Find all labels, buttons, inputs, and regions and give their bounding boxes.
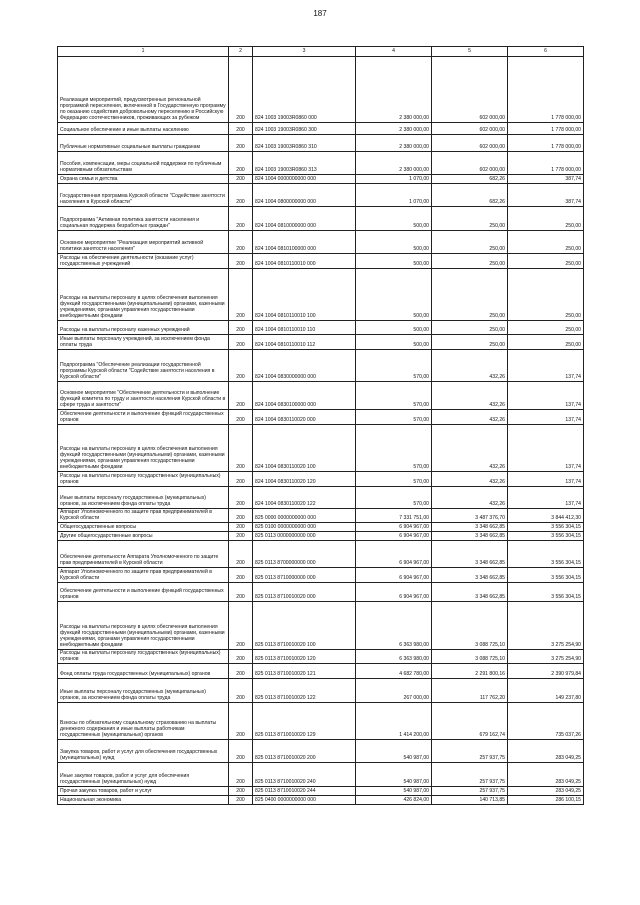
row-executed-amount-cell: 602 000,00 (432, 123, 508, 135)
row-unexecuted-amount-cell: 3 556 304,15 (508, 523, 584, 532)
row-executed-amount-cell: 250,00 (432, 321, 508, 335)
row-name-cell: Иные выплаты персоналу государственных (муниципальных) органов, за исключением фонда оплаты труда (58, 679, 229, 703)
row-classification-cell: 824 1004 0810110010 112 (253, 335, 356, 350)
row-unexecuted-amount-cell: 137,74 (508, 410, 584, 425)
row-name-cell: Государственная программа Курской области "Содействие занятости населения в Курской области" (58, 184, 229, 207)
row-approved-amount-cell: 570,00 (356, 382, 432, 410)
table-row (58, 532, 584, 541)
row-code-cell: 200 (229, 135, 253, 152)
row-code-cell: 200 (229, 472, 253, 487)
row-code-cell: 200 (229, 568, 253, 583)
row-unexecuted-amount-cell: 137,74 (508, 472, 584, 487)
table-row (58, 207, 584, 231)
row-classification-cell: 824 1003 19003R0860 310 (253, 135, 356, 152)
row-classification-cell: 825 0113 8710010020 121 (253, 664, 356, 679)
row-name-cell: Расходы на выплаты персоналу казенных учреждений (58, 321, 229, 335)
row-classification-cell: 824 1004 0000000000 000 (253, 175, 356, 184)
row-classification-cell: 825 0113 8710000000 000 (253, 568, 356, 583)
row-name-cell: Закупка товаров, работ и услуг для обеспечения государственных (муниципальных) нужд (58, 740, 229, 763)
table-row (58, 664, 584, 679)
row-code-cell: 200 (229, 787, 253, 796)
table-row (58, 175, 584, 184)
row-code-cell: 200 (229, 57, 253, 123)
row-code-cell: 200 (229, 532, 253, 541)
row-classification-cell: 825 0000 0000000000 000 (253, 509, 356, 523)
row-code-cell: 200 (229, 231, 253, 254)
row-name-cell: Взносы по обязательному социальному страхованию на выплаты денежного содержания и иные выплаты работникам государственных (муниципальных) органов (58, 703, 229, 740)
row-approved-amount-cell: 570,00 (356, 487, 432, 509)
row-executed-amount-cell: 432,26 (432, 472, 508, 487)
row-unexecuted-amount-cell: 3 556 304,15 (508, 568, 584, 583)
row-executed-amount-cell: 257 937,75 (432, 740, 508, 763)
table-row (58, 410, 584, 425)
row-classification-cell: 825 0113 0000000000 000 (253, 532, 356, 541)
table-row (58, 602, 584, 650)
row-classification-cell: 824 1003 19003R0860 300 (253, 123, 356, 135)
row-code-cell: 200 (229, 254, 253, 269)
row-code-cell: 200 (229, 523, 253, 532)
row-classification-cell: 824 1004 0810100000 000 (253, 231, 356, 254)
row-executed-amount-cell: 257 937,75 (432, 763, 508, 787)
row-classification-cell: 824 1004 0810110010 000 (253, 254, 356, 269)
row-approved-amount-cell: 570,00 (356, 410, 432, 425)
row-code-cell: 200 (229, 321, 253, 335)
row-classification-cell: 825 0113 8710010020 200 (253, 740, 356, 763)
row-unexecuted-amount-cell: 250,00 (508, 269, 584, 321)
row-classification-cell: 824 1004 0830100000 000 (253, 382, 356, 410)
row-approved-amount-cell: 1 070,00 (356, 184, 432, 207)
row-approved-amount-cell: 500,00 (356, 231, 432, 254)
row-executed-amount-cell: 682,26 (432, 184, 508, 207)
row-name-cell: Общегосударственные вопросы (58, 523, 229, 532)
row-unexecuted-amount-cell: 283 049,25 (508, 787, 584, 796)
row-name-cell: Иные закупки товаров, работ и услуг для обеспечения государственных (муниципальных) нужд (58, 763, 229, 787)
table-row (58, 254, 584, 269)
row-unexecuted-amount-cell: 137,74 (508, 350, 584, 382)
row-approved-amount-cell: 6 904 967,00 (356, 541, 432, 568)
row-executed-amount-cell: 679 162,74 (432, 703, 508, 740)
row-unexecuted-amount-cell: 250,00 (508, 254, 584, 269)
row-code-cell: 200 (229, 175, 253, 184)
row-classification-cell: 824 1004 0810000000 000 (253, 207, 356, 231)
row-approved-amount-cell: 2 380 000,00 (356, 152, 432, 175)
row-code-cell: 200 (229, 487, 253, 509)
row-approved-amount-cell: 2 380 000,00 (356, 57, 432, 123)
row-executed-amount-cell: 250,00 (432, 335, 508, 350)
row-code-cell: 200 (229, 703, 253, 740)
page-number: 187 (313, 9, 327, 18)
row-unexecuted-amount-cell: 3 556 304,15 (508, 532, 584, 541)
row-approved-amount-cell: 500,00 (356, 321, 432, 335)
row-code-cell: 200 (229, 664, 253, 679)
row-name-cell: Социальное обеспечение и иные выплаты населению (58, 123, 229, 135)
row-unexecuted-amount-cell: 137,74 (508, 487, 584, 509)
budget-execution-table (57, 46, 584, 805)
table-row (58, 135, 584, 152)
row-unexecuted-amount-cell: 250,00 (508, 231, 584, 254)
row-code-cell: 200 (229, 602, 253, 650)
table-row (58, 509, 584, 523)
row-executed-amount-cell: 250,00 (432, 231, 508, 254)
row-approved-amount-cell: 540 987,00 (356, 740, 432, 763)
row-unexecuted-amount-cell: 3 844 412,30 (508, 509, 584, 523)
row-executed-amount-cell: 3 088 725,10 (432, 602, 508, 650)
row-name-cell: Расходы на выплаты персоналу в целях обеспечения выполнения функций государственными (муниципальными) органами, казенными учреждениями, органами управления государственными внебюджетными фондами (58, 602, 229, 650)
row-executed-amount-cell: 250,00 (432, 254, 508, 269)
row-unexecuted-amount-cell: 735 037,26 (508, 703, 584, 740)
row-name-cell: Расходы на выплаты персоналу государственных (муниципальных) органов (58, 472, 229, 487)
row-unexecuted-amount-cell: 3 556 304,15 (508, 541, 584, 568)
row-executed-amount-cell: 602 000,00 (432, 152, 508, 175)
row-approved-amount-cell: 6 363 980,00 (356, 602, 432, 650)
row-name-cell: Расходы на выплаты персоналу государственных (муниципальных) органов (58, 650, 229, 664)
row-approved-amount-cell: 570,00 (356, 425, 432, 472)
row-executed-amount-cell: 432,26 (432, 410, 508, 425)
row-name-cell: Пособия, компенсации, меры социальной поддержки по публичным нормативным обязательствам (58, 152, 229, 175)
row-approved-amount-cell: 426 824,00 (356, 796, 432, 805)
row-name-cell: Расходы на выплаты персоналу в целях обеспечения выполнения функций государственными (муниципальными) органами, казенными учреждениями, органами управления государственными внебюджетными фондами (58, 425, 229, 472)
row-unexecuted-amount-cell: 250,00 (508, 207, 584, 231)
table-row (58, 57, 584, 123)
row-approved-amount-cell: 6 363 980,00 (356, 650, 432, 664)
row-approved-amount-cell: 2 380 000,00 (356, 123, 432, 135)
row-approved-amount-cell: 540 987,00 (356, 763, 432, 787)
row-name-cell: Иные выплаты персоналу учреждений, за исключением фонда оплаты труда (58, 335, 229, 350)
row-approved-amount-cell: 6 904 967,00 (356, 523, 432, 532)
row-name-cell: Публичные нормативные социальные выплаты гражданам (58, 135, 229, 152)
table-row (58, 335, 584, 350)
table-row (58, 796, 584, 805)
table-row (58, 231, 584, 254)
row-classification-cell: 824 1004 0830110020 120 (253, 472, 356, 487)
row-classification-cell: 825 0400 0000000000 000 (253, 796, 356, 805)
row-unexecuted-amount-cell: 250,00 (508, 321, 584, 335)
header-col-1: 1 (58, 47, 229, 57)
row-approved-amount-cell: 6 904 967,00 (356, 532, 432, 541)
row-unexecuted-amount-cell: 137,74 (508, 425, 584, 472)
row-code-cell: 200 (229, 679, 253, 703)
row-code-cell: 200 (229, 509, 253, 523)
row-executed-amount-cell: 432,26 (432, 382, 508, 410)
row-classification-cell: 824 1004 0810110010 110 (253, 321, 356, 335)
row-unexecuted-amount-cell: 387,74 (508, 184, 584, 207)
row-executed-amount-cell: 602 000,00 (432, 135, 508, 152)
row-approved-amount-cell: 570,00 (356, 472, 432, 487)
table-row (58, 184, 584, 207)
row-name-cell: Расходы на выплаты персоналу в целях обеспечения выполнения функций государственными (муниципальными) органами, казенными учреждениями, органами управления государственными внебюджетными фондами (58, 269, 229, 321)
row-unexecuted-amount-cell: 3 275 254,90 (508, 650, 584, 664)
row-name-cell: Аппарат Уполномоченного по защите прав предпринимателей в Курской области (58, 509, 229, 523)
row-unexecuted-amount-cell: 250,00 (508, 335, 584, 350)
row-unexecuted-amount-cell: 1 778 000,00 (508, 57, 584, 123)
row-code-cell: 200 (229, 425, 253, 472)
row-code-cell: 200 (229, 184, 253, 207)
row-code-cell: 200 (229, 152, 253, 175)
table-row (58, 541, 584, 568)
row-classification-cell: 824 1003 19003R0860 313 (253, 152, 356, 175)
row-name-cell: Подпрограмма "Обеспечение реализации государственной программы Курской области "Содействие занятости населения в Курской области" (58, 350, 229, 382)
row-approved-amount-cell: 1 070,00 (356, 175, 432, 184)
row-name-cell: Прочая закупка товаров, работ и услуг (58, 787, 229, 796)
table-row (58, 679, 584, 703)
row-classification-cell: 825 0100 0000000000 000 (253, 523, 356, 532)
row-classification-cell: 824 1004 0830110020 122 (253, 487, 356, 509)
table-row (58, 650, 584, 664)
row-name-cell: Расходы на обеспечение деятельности (оказание услуг) государственных учреждений (58, 254, 229, 269)
row-classification-cell: 824 1004 0830110020 000 (253, 410, 356, 425)
table-row (58, 568, 584, 583)
row-classification-cell: 824 1004 0810110010 100 (253, 269, 356, 321)
row-executed-amount-cell: 257 937,75 (432, 787, 508, 796)
row-approved-amount-cell: 570,00 (356, 350, 432, 382)
row-unexecuted-amount-cell: 3 275 254,90 (508, 602, 584, 650)
row-name-cell: Национальная экономика (58, 796, 229, 805)
row-executed-amount-cell: 682,26 (432, 175, 508, 184)
row-code-cell: 200 (229, 583, 253, 602)
row-executed-amount-cell: 140 713,85 (432, 796, 508, 805)
table-row (58, 382, 584, 410)
row-approved-amount-cell: 6 904 967,00 (356, 568, 432, 583)
row-unexecuted-amount-cell: 137,74 (508, 382, 584, 410)
table-row (58, 321, 584, 335)
row-name-cell: Реализация мероприятий, предусмотренных региональной программой переселения, включенной в Государственную программу по оказанию содействия добровольному переселению в Российскую Федерацию соотечественников, проживающих за рубежом (58, 57, 229, 123)
row-classification-cell: 825 0113 8710010020 100 (253, 602, 356, 650)
header-col-4: 4 (356, 47, 432, 57)
table-row (58, 703, 584, 740)
table-row (58, 123, 584, 135)
row-classification-cell: 825 0113 8700000000 000 (253, 541, 356, 568)
row-name-cell: Обеспечение деятельности и выполнение функций государственных органов (58, 583, 229, 602)
row-classification-cell: 825 0113 8710010020 244 (253, 787, 356, 796)
row-approved-amount-cell: 2 380 000,00 (356, 135, 432, 152)
table-row (58, 487, 584, 509)
row-classification-cell: 824 1003 19003R0860 000 (253, 57, 356, 123)
row-unexecuted-amount-cell: 387,74 (508, 175, 584, 184)
row-code-cell: 200 (229, 335, 253, 350)
row-name-cell: Обеспечение деятельности Аппарата Уполномоченного по защите прав предпринимателей в Курской области (58, 541, 229, 568)
row-name-cell: Основное мероприятие "Обеспечение деятельности и выполнение функций комитета по труду и занятости населения Курской области в сфере труда и занятости" (58, 382, 229, 410)
row-executed-amount-cell: 432,26 (432, 487, 508, 509)
table-row (58, 787, 584, 796)
header-col-5: 5 (432, 47, 508, 57)
row-approved-amount-cell: 500,00 (356, 254, 432, 269)
table-row (58, 350, 584, 382)
row-code-cell: 200 (229, 410, 253, 425)
row-executed-amount-cell: 117 762,20 (432, 679, 508, 703)
row-code-cell: 200 (229, 796, 253, 805)
table-row (58, 740, 584, 763)
row-approved-amount-cell: 500,00 (356, 269, 432, 321)
row-executed-amount-cell: 3 487 376,70 (432, 509, 508, 523)
row-unexecuted-amount-cell: 1 778 000,00 (508, 152, 584, 175)
row-executed-amount-cell: 3 348 662,85 (432, 583, 508, 602)
row-approved-amount-cell: 540 987,00 (356, 787, 432, 796)
row-unexecuted-amount-cell: 283 049,25 (508, 740, 584, 763)
row-name-cell: Другие общегосударственные вопросы (58, 532, 229, 541)
row-code-cell: 200 (229, 650, 253, 664)
table-row (58, 152, 584, 175)
row-approved-amount-cell: 7 331 751,00 (356, 509, 432, 523)
row-approved-amount-cell: 1 414 200,00 (356, 703, 432, 740)
row-classification-cell: 824 1004 0830000000 000 (253, 350, 356, 382)
row-name-cell: Аппарат Уполномоченного по защите прав предпринимателей в Курской области (58, 568, 229, 583)
header-col-3: 3 (253, 47, 356, 57)
row-name-cell: Охрана семьи и детства (58, 175, 229, 184)
row-unexecuted-amount-cell: 1 778 000,00 (508, 123, 584, 135)
row-approved-amount-cell: 500,00 (356, 335, 432, 350)
row-approved-amount-cell: 267 000,00 (356, 679, 432, 703)
row-executed-amount-cell: 602 000,00 (432, 57, 508, 123)
row-executed-amount-cell: 432,26 (432, 350, 508, 382)
row-name-cell: Подпрограмма "Активная политика занятости населения и социальная поддержка безработных граждан" (58, 207, 229, 231)
row-name-cell: Обеспечение деятельности и выполнение функций государственных органов (58, 410, 229, 425)
row-classification-cell: 825 0113 8710010020 120 (253, 650, 356, 664)
row-classification-cell: 825 0113 8710010020 122 (253, 679, 356, 703)
row-name-cell: Иные выплаты персоналу государственных (муниципальных) органов, за исключением фонда оплаты труда (58, 487, 229, 509)
header-col-6: 6 (508, 47, 584, 57)
row-classification-cell: 824 1004 0830110020 100 (253, 425, 356, 472)
row-executed-amount-cell: 2 291 800,16 (432, 664, 508, 679)
row-executed-amount-cell: 250,00 (432, 269, 508, 321)
row-classification-cell: 825 0113 8710010020 129 (253, 703, 356, 740)
row-executed-amount-cell: 3 348 662,85 (432, 568, 508, 583)
row-code-cell: 200 (229, 269, 253, 321)
row-executed-amount-cell: 250,00 (432, 207, 508, 231)
table-row (58, 425, 584, 472)
row-executed-amount-cell: 3 348 662,85 (432, 532, 508, 541)
row-code-cell: 200 (229, 123, 253, 135)
row-name-cell: Фонд оплаты труда государственных (муниципальных) органов (58, 664, 229, 679)
table-row (58, 472, 584, 487)
row-classification-cell: 824 1004 0800000000 000 (253, 184, 356, 207)
table-header-row (58, 47, 584, 57)
table-row (58, 523, 584, 532)
row-code-cell: 200 (229, 382, 253, 410)
row-approved-amount-cell: 4 682 780,00 (356, 664, 432, 679)
row-approved-amount-cell: 500,00 (356, 207, 432, 231)
row-unexecuted-amount-cell: 2 390 979,84 (508, 664, 584, 679)
table-row (58, 269, 584, 321)
row-code-cell: 200 (229, 740, 253, 763)
table-body (58, 57, 584, 805)
row-unexecuted-amount-cell: 1 778 000,00 (508, 135, 584, 152)
row-classification-cell: 825 0113 8710010020 240 (253, 763, 356, 787)
row-approved-amount-cell: 6 904 967,00 (356, 583, 432, 602)
row-code-cell: 200 (229, 541, 253, 568)
row-code-cell: 200 (229, 207, 253, 231)
row-executed-amount-cell: 3 348 662,85 (432, 541, 508, 568)
row-code-cell: 200 (229, 763, 253, 787)
row-executed-amount-cell: 432,26 (432, 425, 508, 472)
table-row (58, 763, 584, 787)
row-name-cell: Основное мероприятие "Реализация мероприятий активной политики занятости населения" (58, 231, 229, 254)
row-unexecuted-amount-cell: 3 556 304,15 (508, 583, 584, 602)
row-unexecuted-amount-cell: 283 049,25 (508, 763, 584, 787)
row-executed-amount-cell: 3 088 725,10 (432, 650, 508, 664)
row-unexecuted-amount-cell: 286 100,15 (508, 796, 584, 805)
table-row (58, 583, 584, 602)
header-col-2: 2 (229, 47, 253, 57)
row-executed-amount-cell: 3 348 662,85 (432, 523, 508, 532)
row-classification-cell: 825 0113 8710010020 000 (253, 583, 356, 602)
row-unexecuted-amount-cell: 149 237,80 (508, 679, 584, 703)
row-code-cell: 200 (229, 350, 253, 382)
